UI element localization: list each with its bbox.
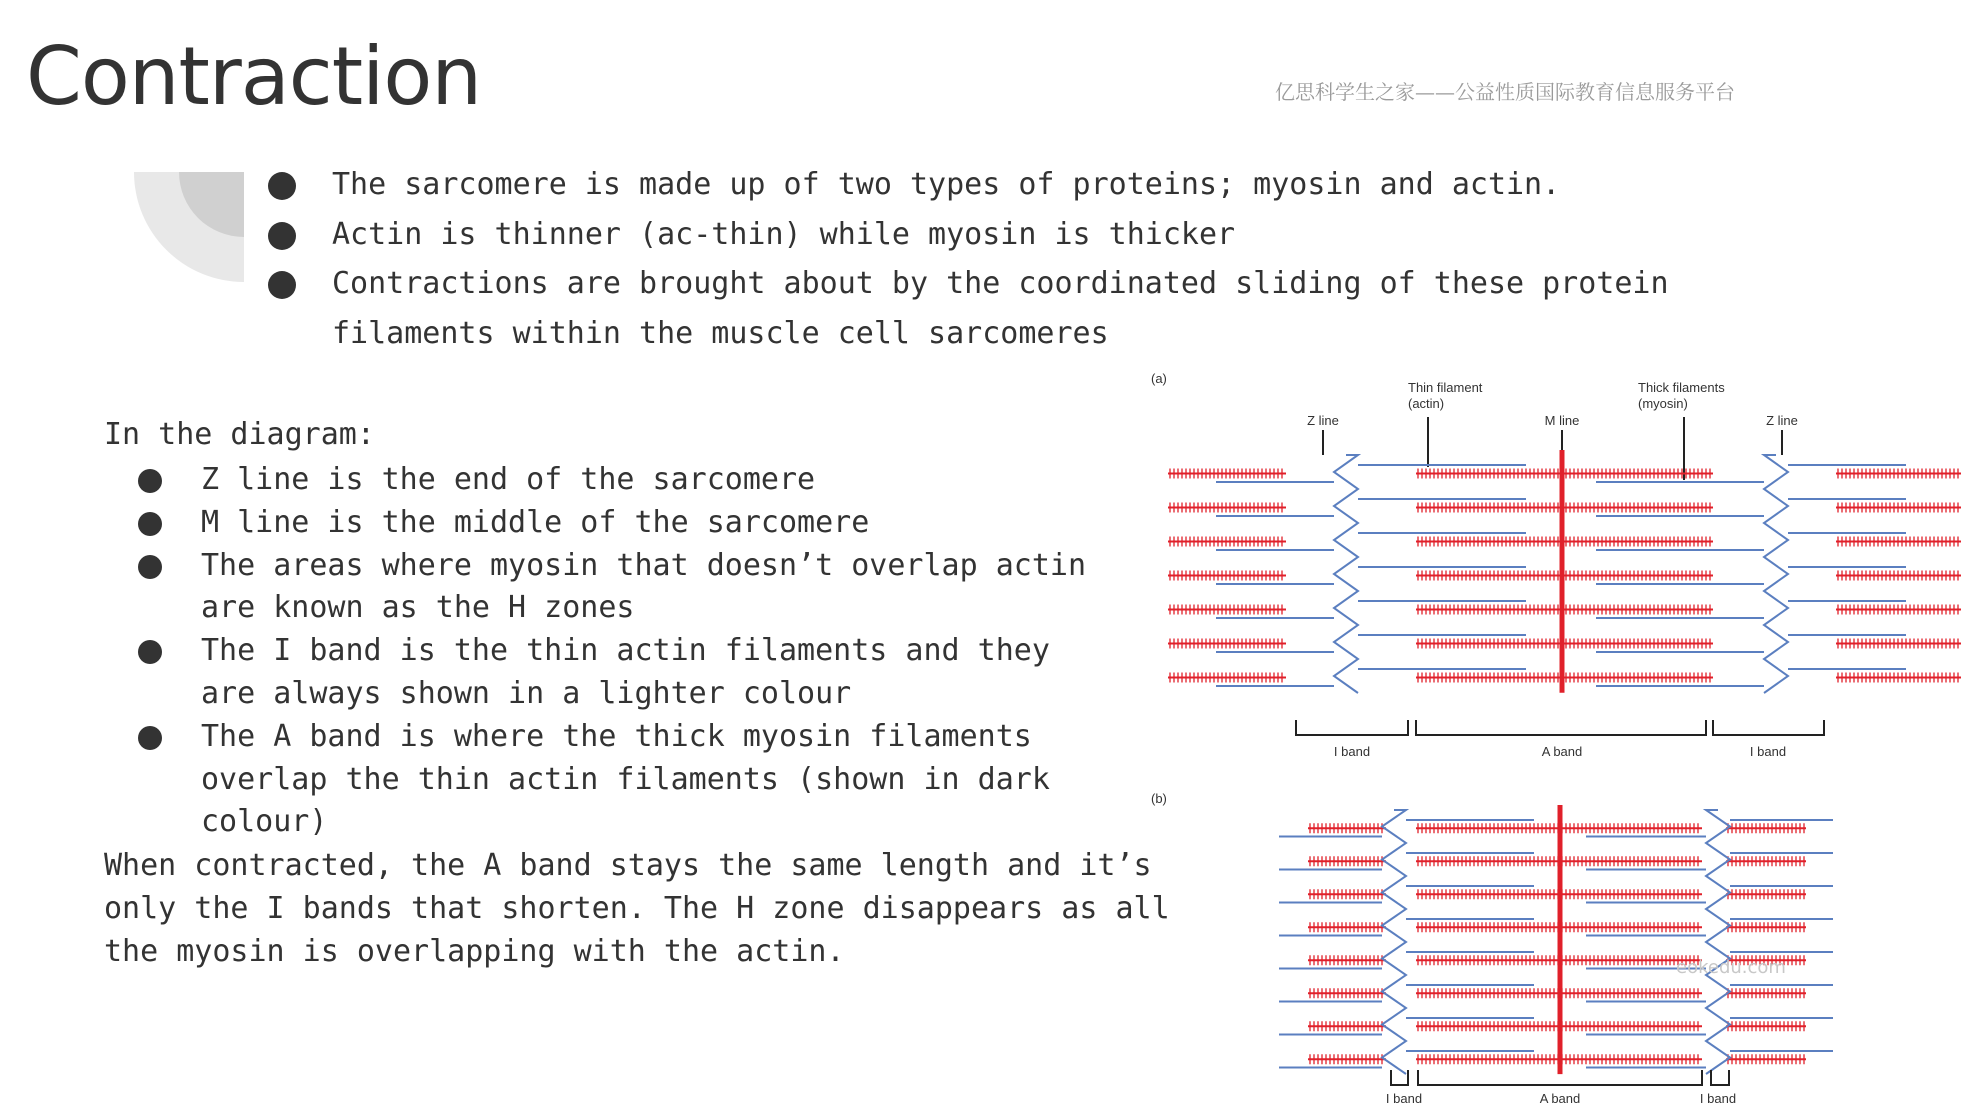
thin-filament-label: Thin filament (1408, 380, 1483, 395)
thick-filament-sublabel: (myosin) (1638, 396, 1688, 411)
a-band-label: A band (1541, 744, 1583, 759)
list-item: The areas where myosin that doesn’t overlap actin are known as the H zones (138, 545, 1118, 631)
thin-filament-sublabel: (actin) (1408, 396, 1445, 411)
z-line (1382, 810, 1406, 1074)
bullet-dot (138, 555, 162, 579)
panel-label: (b) (1151, 791, 1167, 806)
sarcomere-diagram-relaxed (1146, 365, 1966, 765)
list-item: The A band is where the thick myosin filaments overlap the thin actin filaments (shown in dark colour) (138, 716, 1118, 844)
watermark-text: 亿思科学生之家——公益性质国际教育信息服务平台 (1275, 80, 1735, 104)
intro-bullet-list (266, 160, 1846, 358)
sarcomere-diagram-contracted (1146, 785, 1966, 1110)
z-line (1334, 455, 1358, 693)
diagram-intro: In the diagram: (104, 417, 375, 452)
list-item: Contractions are brought about by the coordinated sliding of these protein filaments within the muscle cell sarcomeres (266, 259, 1846, 358)
page-title: Contraction (26, 30, 482, 123)
bullet-dot (138, 640, 162, 664)
bullet-dot (268, 222, 296, 250)
image-watermark: eokedu.com (1676, 957, 1786, 978)
z-line (1706, 810, 1730, 1074)
thick-filament-label: Thick filaments (1638, 380, 1725, 395)
bullet-dot (268, 172, 296, 200)
i-band-label: I band (1749, 744, 1787, 759)
diagram-bullet-list (138, 459, 1118, 844)
i-band-label: I band (1385, 1091, 1423, 1106)
bullet-dot (268, 271, 296, 299)
list-item: The I band is the thin actin filaments and they are always shown in a lighter colour (138, 630, 1118, 716)
list-item: Z line is the end of the sarcomere (138, 459, 1118, 502)
z-line-label: Z line (1307, 413, 1339, 428)
m-line-label: M line (1544, 413, 1580, 428)
list-item: The sarcomere is made up of two types of proteins; myosin and actin. (266, 160, 1846, 210)
list-item: M line is the middle of the sarcomere (138, 502, 1118, 545)
bullet-dot (138, 726, 162, 750)
z-line-label: Z line (1766, 413, 1798, 428)
i-band-label: I band (1333, 744, 1371, 759)
decorative-quarter-circle (134, 172, 244, 282)
conclusion-paragraph: When contracted, the A band stays the same length and it’s only the I bands that shorten. The H zone disappears as all the myosin is overlapping with the actin. (104, 848, 1170, 969)
panel-label: (a) (1151, 371, 1167, 386)
a-band-label: A band (1539, 1091, 1581, 1106)
list-item: Actin is thinner (ac-thin) while myosin is thicker (266, 210, 1846, 260)
z-line (1764, 455, 1788, 693)
bullet-dot (138, 469, 162, 493)
bullet-dot (138, 512, 162, 536)
i-band-label: I band (1699, 1091, 1737, 1106)
